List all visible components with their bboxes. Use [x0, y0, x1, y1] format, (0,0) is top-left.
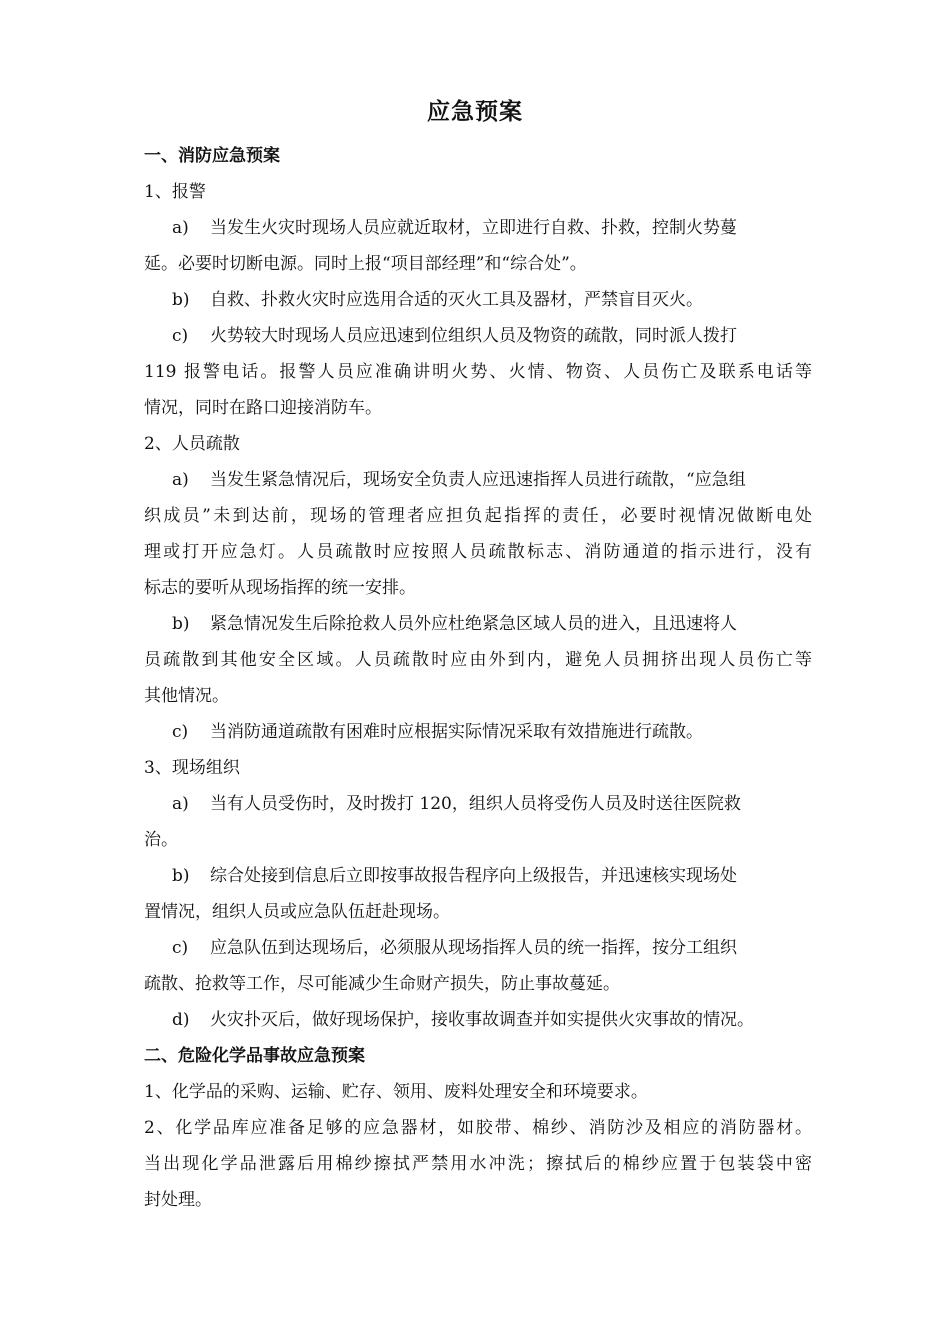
list-item	[144, 786, 812, 822]
list-item	[144, 462, 812, 498]
list-item	[144, 210, 812, 246]
paragraph-line: 疏散、抢救等工作，尽可能减少生命财产损失，防止事故蔓延。	[144, 974, 620, 994]
section-heading: 二、危险化学品事故应急预案	[144, 1046, 365, 1066]
document-body	[144, 138, 812, 1218]
subsection-text: 3、现场组织	[144, 758, 240, 778]
paragraph-line: 延。必要时切断电源。同时上报“项目部经理”和“综合处”。	[144, 254, 587, 274]
paragraph-line: 其他情况。	[144, 686, 229, 706]
paragraph-line: 119 报警电话。报警人员应准确讲明火势、火情、物资、人员伤亡及联系电话等	[144, 362, 812, 382]
list-item-text: 当消防通道疏散有困难时应根据实际情况采取有效措施进行疏散。	[210, 722, 703, 742]
paragraph-line: 置情况，组织人员或应急队伍赶赴现场。	[144, 902, 450, 922]
paragraph-line: 情况，同时在路口迎接消防车。	[144, 398, 382, 418]
list-item	[144, 930, 812, 966]
list-item-text: 紧急情况发生后除抢救人员外应杜绝紧急区域人员的进入，且迅速将人	[210, 614, 737, 634]
subsection-text: 1、报警	[144, 182, 206, 202]
list-item-text: 当发生火灾时现场人员应就近取材，立即进行自救、扑救，控制火势蔓	[210, 218, 737, 238]
paragraph-line: 当出现化学品泄露后用棉纱擦拭严禁用水冲洗；擦拭后的棉纱应置于包装袋中密	[144, 1154, 812, 1174]
list-item	[144, 858, 812, 894]
list-item-label: b)	[172, 290, 190, 310]
paragraph-line: 织成员”未到达前，现场的管理者应担负起指挥的责任，必要时视情况做断电处	[144, 506, 812, 526]
list-item-label: b)	[172, 866, 190, 886]
subsection-text: 1、化学品的采购、运输、贮存、领用、废料处理安全和环境要求。	[144, 1082, 648, 1102]
list-item-text: 自救、扑救火灾时应选用合适的灭火工具及器材，严禁盲目灭火。	[210, 290, 703, 310]
document-title: 应急预案	[427, 99, 523, 125]
paragraph-line: 治。	[144, 830, 178, 850]
list-item	[144, 282, 812, 318]
list-item	[144, 606, 812, 642]
list-item-text: 应急队伍到达现场后，必须服从现场指挥人员的统一指挥，按分工组织	[210, 938, 737, 958]
list-item-label: a)	[172, 470, 189, 490]
subsection-text: 2、人员疏散	[144, 434, 240, 454]
list-item-label: a)	[172, 794, 189, 814]
subsection-text: 2、化学品库应准备足够的应急器材，如胶带、棉纱、消防沙及相应的消防器材。	[144, 1118, 812, 1138]
paragraph-line: 标志的要听从现场指挥的统一安排。	[144, 578, 416, 598]
list-item-text: 综合处接到信息后立即按事故报告程序向上级报告，并迅速核实现场处	[210, 866, 737, 886]
paragraph-line: 员疏散到其他安全区域。人员疏散时应由外到内，避免人员拥挤出现人员伤亡等	[144, 650, 812, 670]
list-item-label: c)	[172, 326, 189, 346]
list-item	[144, 318, 812, 354]
list-item-label: d)	[172, 1010, 190, 1030]
paragraph-line: 理或打开应急灯。人员疏散时应按照人员疏散标志、消防通道的指示进行，没有	[144, 542, 812, 562]
list-item-text: 火灾扑灭后，做好现场保护，接收事故调查并如实提供火灾事故的情况。	[210, 1010, 754, 1030]
list-item	[144, 1002, 812, 1038]
paragraph-line: 封处理。	[144, 1190, 212, 1210]
list-item-label: c)	[172, 938, 189, 958]
list-item-label: a)	[172, 218, 189, 238]
list-item	[144, 714, 812, 750]
list-item-text: 当有人员受伤时，及时拨打 120，组织人员将受伤人员及时送往医院救	[210, 794, 741, 814]
list-item-label: c)	[172, 722, 189, 742]
list-item-text: 当发生紧急情况后，现场安全负责人应迅速指挥人员进行疏散，“应急组	[210, 470, 746, 490]
section-heading: 一、消防应急预案	[144, 146, 280, 166]
list-item-text: 火势较大时现场人员应迅速到位组织人员及物资的疏散，同时派人拨打	[210, 326, 737, 346]
list-item-label: b)	[172, 614, 190, 634]
